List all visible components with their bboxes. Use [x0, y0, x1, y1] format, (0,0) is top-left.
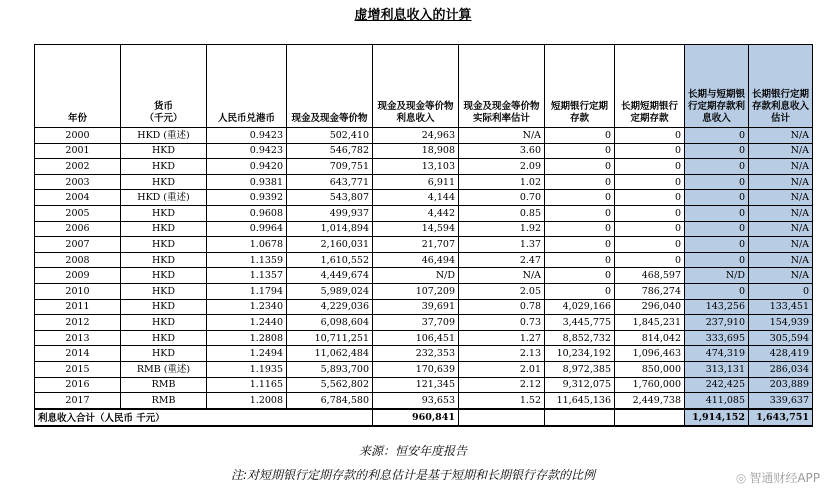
cell-long-term-deposit: 0 — [615, 128, 685, 144]
total-deposit-interest: 1,914,152 — [685, 409, 749, 426]
cell-cash: 5,989,024 — [287, 283, 373, 299]
cell-year: 2011 — [35, 299, 121, 315]
cell-rate: 1.1794 — [207, 283, 287, 299]
cell-short-term-deposit: 0 — [545, 205, 615, 221]
header-cash-rate: 现金及现金等价物实际利率估计 — [459, 45, 545, 128]
cell-long-term-deposit: 2,449,738 — [615, 393, 685, 409]
cell-short-term-deposit: 0 — [545, 237, 615, 253]
cell-deposit-interest: 0 — [685, 283, 749, 299]
header-rmb-hkd-rate: 人民币兑港币 — [207, 45, 287, 128]
table-row — [35, 252, 813, 268]
cell-year: 2007 — [35, 237, 121, 253]
cell-currency: HKD — [121, 143, 207, 159]
cell-long-term-estimate: 133,451 — [749, 299, 813, 315]
table-row — [35, 361, 813, 377]
cell-currency: HKD — [121, 299, 207, 315]
cell-short-term-deposit: 8,852,732 — [545, 330, 615, 346]
cell-currency: HKD — [121, 315, 207, 331]
cell-deposit-interest: 0 — [685, 252, 749, 268]
cell-deposit-interest: 143,256 — [685, 299, 749, 315]
cell-cash-rate: 1.52 — [459, 393, 545, 409]
cell-short-term-deposit: 4,029,166 — [545, 299, 615, 315]
interest-income-table — [34, 44, 813, 427]
cell-currency: RMB (重述) — [121, 361, 207, 377]
cell-cash: 6,784,580 — [287, 393, 373, 409]
cell-short-term-deposit: 9,312,075 — [545, 377, 615, 393]
cell-rate: 1.2808 — [207, 330, 287, 346]
cell-short-term-deposit: 0 — [545, 174, 615, 190]
cell-rate: 0.9392 — [207, 190, 287, 206]
header-long-term-deposit: 长期短期银行定期存款 — [615, 45, 685, 128]
cell-rate: 0.9423 — [207, 128, 287, 144]
cell-long-term-deposit: 1,096,463 — [615, 346, 685, 362]
cell-long-term-estimate: 154,939 — [749, 315, 813, 331]
cell-cash-rate: 1.27 — [459, 330, 545, 346]
cell-year: 2003 — [35, 174, 121, 190]
cell-short-term-deposit: 3,445,775 — [545, 315, 615, 331]
cell-deposit-interest: N/D — [685, 268, 749, 284]
cell-currency: HKD — [121, 252, 207, 268]
cell-long-term-deposit: 850,000 — [615, 361, 685, 377]
cell-cash-rate: 0.70 — [459, 190, 545, 206]
cell-short-term-deposit: 0 — [545, 128, 615, 144]
cell-long-term-estimate: N/A — [749, 221, 813, 237]
cell-long-term-deposit: 786,274 — [615, 283, 685, 299]
cell-deposit-interest: 0 — [685, 205, 749, 221]
cell-long-term-deposit: 0 — [615, 174, 685, 190]
cell-cash-interest: 18,908 — [373, 143, 459, 159]
cell-cash-rate: 2.47 — [459, 252, 545, 268]
cell-deposit-interest: 0 — [685, 143, 749, 159]
cell-cash: 4,229,036 — [287, 299, 373, 315]
header-short-term-deposit: 短期银行定期存款 — [545, 45, 615, 128]
cell-long-term-deposit: 0 — [615, 190, 685, 206]
cell-long-term-estimate: N/A — [749, 252, 813, 268]
cell-short-term-deposit: 10,234,192 — [545, 346, 615, 362]
cell-deposit-interest: 474,319 — [685, 346, 749, 362]
cell-deposit-interest: 0 — [685, 128, 749, 144]
table-body — [35, 128, 813, 409]
cell-cash-rate: 1.37 — [459, 237, 545, 253]
cell-cash-rate: 0.73 — [459, 315, 545, 331]
cell-cash-interest: 13,103 — [373, 159, 459, 175]
cell-cash: 10,711,251 — [287, 330, 373, 346]
cell-deposit-interest: 333,695 — [685, 330, 749, 346]
cell-rate: 0.9608 — [207, 205, 287, 221]
table-row — [35, 128, 813, 144]
cell-long-term-deposit: 0 — [615, 252, 685, 268]
cell-year: 2004 — [35, 190, 121, 206]
table-row — [35, 159, 813, 175]
cell-cash: 643,771 — [287, 174, 373, 190]
cell-cash-interest: 14,594 — [373, 221, 459, 237]
cell-deposit-interest: 0 — [685, 190, 749, 206]
cell-short-term-deposit: 0 — [545, 159, 615, 175]
cell-cash: 5,562,802 — [287, 377, 373, 393]
cell-cash-interest: 4,144 — [373, 190, 459, 206]
watermark-logo-icon: ◎ — [735, 471, 747, 485]
cell-cash-interest: 46,494 — [373, 252, 459, 268]
cell-rate: 1.1359 — [207, 252, 287, 268]
header-year: 年份 — [35, 45, 121, 128]
cell-currency: HKD (重述) — [121, 190, 207, 206]
cell-cash-interest: 6,911 — [373, 174, 459, 190]
cell-cash-rate: 1.02 — [459, 174, 545, 190]
header-cash: 现金及现金等价物 — [287, 45, 373, 128]
cell-cash-rate: 0.85 — [459, 205, 545, 221]
cell-rate: 1.1357 — [207, 268, 287, 284]
cell-currency: HKD — [121, 330, 207, 346]
cell-cash-interest: 93,653 — [373, 393, 459, 409]
cell-long-term-estimate: N/A — [749, 143, 813, 159]
cell-cash: 709,751 — [287, 159, 373, 175]
cell-short-term-deposit: 0 — [545, 268, 615, 284]
cell-short-term-deposit: 0 — [545, 143, 615, 159]
cell-cash: 546,782 — [287, 143, 373, 159]
cell-currency: HKD — [121, 174, 207, 190]
cell-short-term-deposit: 11,645,136 — [545, 393, 615, 409]
cell-year: 2012 — [35, 315, 121, 331]
cell-cash-rate: N/A — [459, 128, 545, 144]
cell-currency: RMB — [121, 393, 207, 409]
header-row — [35, 45, 813, 128]
total-empty-cell — [545, 409, 615, 426]
cell-deposit-interest: 0 — [685, 159, 749, 175]
cell-long-term-deposit: 0 — [615, 205, 685, 221]
cell-rate: 1.2340 — [207, 299, 287, 315]
cell-long-term-estimate: N/A — [749, 174, 813, 190]
cell-long-term-estimate: N/A — [749, 159, 813, 175]
table-row — [35, 346, 813, 362]
table-row — [35, 190, 813, 206]
cell-currency: HKD — [121, 346, 207, 362]
cell-currency: HKD — [121, 237, 207, 253]
total-long-term-estimate: 1,643,751 — [749, 409, 813, 426]
header-long-term-estimate: 长期银行定期存款利息收入估计 — [749, 45, 813, 128]
cell-cash: 2,160,031 — [287, 237, 373, 253]
cell-year: 2008 — [35, 252, 121, 268]
total-empty-cell — [459, 409, 545, 426]
cell-cash-interest: 37,709 — [373, 315, 459, 331]
cell-year: 2013 — [35, 330, 121, 346]
cell-long-term-deposit: 0 — [615, 159, 685, 175]
cell-rate: 1.0678 — [207, 237, 287, 253]
cell-deposit-interest: 0 — [685, 174, 749, 190]
cell-year: 2000 — [35, 128, 121, 144]
footnote: 注:对短期银行定期存款的利息估计是基于短期和长期银行存款的比例 — [230, 468, 596, 482]
cell-rate: 0.9964 — [207, 221, 287, 237]
watermark — [736, 469, 820, 486]
cell-short-term-deposit: 8,972,385 — [545, 361, 615, 377]
cell-year: 2006 — [35, 221, 121, 237]
table-row — [35, 237, 813, 253]
cell-cash-rate: 2.01 — [459, 361, 545, 377]
cell-currency: HKD (重述) — [121, 128, 207, 144]
table-row — [35, 268, 813, 284]
cell-cash-rate: 0.78 — [459, 299, 545, 315]
cell-cash-rate: 2.12 — [459, 377, 545, 393]
cell-rate: 1.2494 — [207, 346, 287, 362]
cell-currency: RMB — [121, 377, 207, 393]
cell-short-term-deposit: 0 — [545, 221, 615, 237]
cell-long-term-deposit: 468,597 — [615, 268, 685, 284]
table-row — [35, 143, 813, 159]
cell-deposit-interest: 411,085 — [685, 393, 749, 409]
cell-cash-rate: N/A — [459, 268, 545, 284]
table-row — [35, 174, 813, 190]
cell-cash: 5,893,700 — [287, 361, 373, 377]
cell-long-term-estimate: 203,889 — [749, 377, 813, 393]
cell-long-term-deposit: 0 — [615, 237, 685, 253]
cell-year: 2014 — [35, 346, 121, 362]
source-caption: 来源：恒安年度报告 — [358, 444, 467, 458]
cell-year: 2009 — [35, 268, 121, 284]
cell-long-term-deposit: 1,760,000 — [615, 377, 685, 393]
cell-cash-interest: 170,639 — [373, 361, 459, 377]
cell-long-term-estimate: 339,637 — [749, 393, 813, 409]
cell-cash: 499,937 — [287, 205, 373, 221]
cell-cash-rate: 2.09 — [459, 159, 545, 175]
cell-long-term-estimate: N/A — [749, 237, 813, 253]
cell-currency: HKD — [121, 205, 207, 221]
cell-cash: 1,014,894 — [287, 221, 373, 237]
cell-long-term-estimate: 0 — [749, 283, 813, 299]
cell-cash-interest: 39,691 — [373, 299, 459, 315]
cell-cash: 11,062,484 — [287, 346, 373, 362]
cell-cash: 6,098,604 — [287, 315, 373, 331]
cell-long-term-estimate: 286,034 — [749, 361, 813, 377]
table-row — [35, 377, 813, 393]
cell-long-term-deposit: 0 — [615, 143, 685, 159]
total-label: 利息收入合计（人民币 千元） — [35, 409, 373, 426]
cell-cash: 543,807 — [287, 190, 373, 206]
cell-short-term-deposit: 0 — [545, 283, 615, 299]
cell-rate: 1.1935 — [207, 361, 287, 377]
cell-deposit-interest: 242,425 — [685, 377, 749, 393]
cell-cash-interest: 121,345 — [373, 377, 459, 393]
cell-currency: HKD — [121, 268, 207, 284]
table-row — [35, 299, 813, 315]
cell-year: 2015 — [35, 361, 121, 377]
table-row — [35, 205, 813, 221]
cell-cash: 502,410 — [287, 128, 373, 144]
cell-rate: 1.1165 — [207, 377, 287, 393]
cell-rate: 0.9420 — [207, 159, 287, 175]
cell-year: 2016 — [35, 377, 121, 393]
cell-long-term-estimate: N/A — [749, 268, 813, 284]
cell-deposit-interest: 313,131 — [685, 361, 749, 377]
cell-cash-rate: 2.05 — [459, 283, 545, 299]
cell-year: 2017 — [35, 393, 121, 409]
cell-long-term-estimate: N/A — [749, 205, 813, 221]
header-cash-interest: 现金及现金等价物利息收入 — [373, 45, 459, 128]
cell-deposit-interest: 0 — [685, 237, 749, 253]
cell-cash: 1,610,552 — [287, 252, 373, 268]
table-row — [35, 221, 813, 237]
cell-cash-rate: 3.60 — [459, 143, 545, 159]
cell-cash-interest: 4,442 — [373, 205, 459, 221]
cell-cash: 4,449,674 — [287, 268, 373, 284]
cell-year: 2010 — [35, 283, 121, 299]
cell-year: 2002 — [35, 159, 121, 175]
table-row — [35, 315, 813, 331]
cell-cash-interest: 21,707 — [373, 237, 459, 253]
cell-year: 2001 — [35, 143, 121, 159]
cell-long-term-estimate: N/A — [749, 190, 813, 206]
cell-cash-interest: 24,963 — [373, 128, 459, 144]
cell-long-term-deposit: 296,040 — [615, 299, 685, 315]
cell-rate: 0.9381 — [207, 174, 287, 190]
cell-rate: 1.2440 — [207, 315, 287, 331]
cell-long-term-estimate: N/A — [749, 128, 813, 144]
cell-long-term-deposit: 814,042 — [615, 330, 685, 346]
cell-year: 2005 — [35, 205, 121, 221]
cell-long-term-estimate: 305,594 — [749, 330, 813, 346]
table-row — [35, 393, 813, 409]
cell-short-term-deposit: 0 — [545, 190, 615, 206]
cell-cash-rate: 2.13 — [459, 346, 545, 362]
total-empty-cell — [615, 409, 685, 426]
cell-short-term-deposit: 0 — [545, 252, 615, 268]
header-currency: 货币 （千元） — [121, 45, 207, 128]
cell-cash-interest: 232,353 — [373, 346, 459, 362]
cell-cash-interest: N/D — [373, 268, 459, 284]
cell-currency: HKD — [121, 159, 207, 175]
cell-currency: HKD — [121, 221, 207, 237]
cell-rate: 1.2008 — [207, 393, 287, 409]
table-title: 虚增利息收入的计算 — [354, 8, 472, 23]
cell-deposit-interest: 237,910 — [685, 315, 749, 331]
header-deposit-interest: 长期与短期银行定期存款利息收入 — [685, 45, 749, 128]
cell-rate: 0.9423 — [207, 143, 287, 159]
cell-cash-rate: 1.92 — [459, 221, 545, 237]
cell-long-term-deposit: 0 — [615, 221, 685, 237]
cell-long-term-deposit: 1,845,231 — [615, 315, 685, 331]
cell-currency: HKD — [121, 283, 207, 299]
total-cash-interest: 960,841 — [373, 409, 459, 426]
cell-cash-interest: 107,209 — [373, 283, 459, 299]
cell-long-term-estimate: 428,419 — [749, 346, 813, 362]
cell-cash-interest: 106,451 — [373, 330, 459, 346]
table-row — [35, 283, 813, 299]
table-row — [35, 330, 813, 346]
watermark-text: 智通财经APP — [749, 471, 820, 485]
total-row — [35, 409, 813, 426]
cell-deposit-interest: 0 — [685, 221, 749, 237]
